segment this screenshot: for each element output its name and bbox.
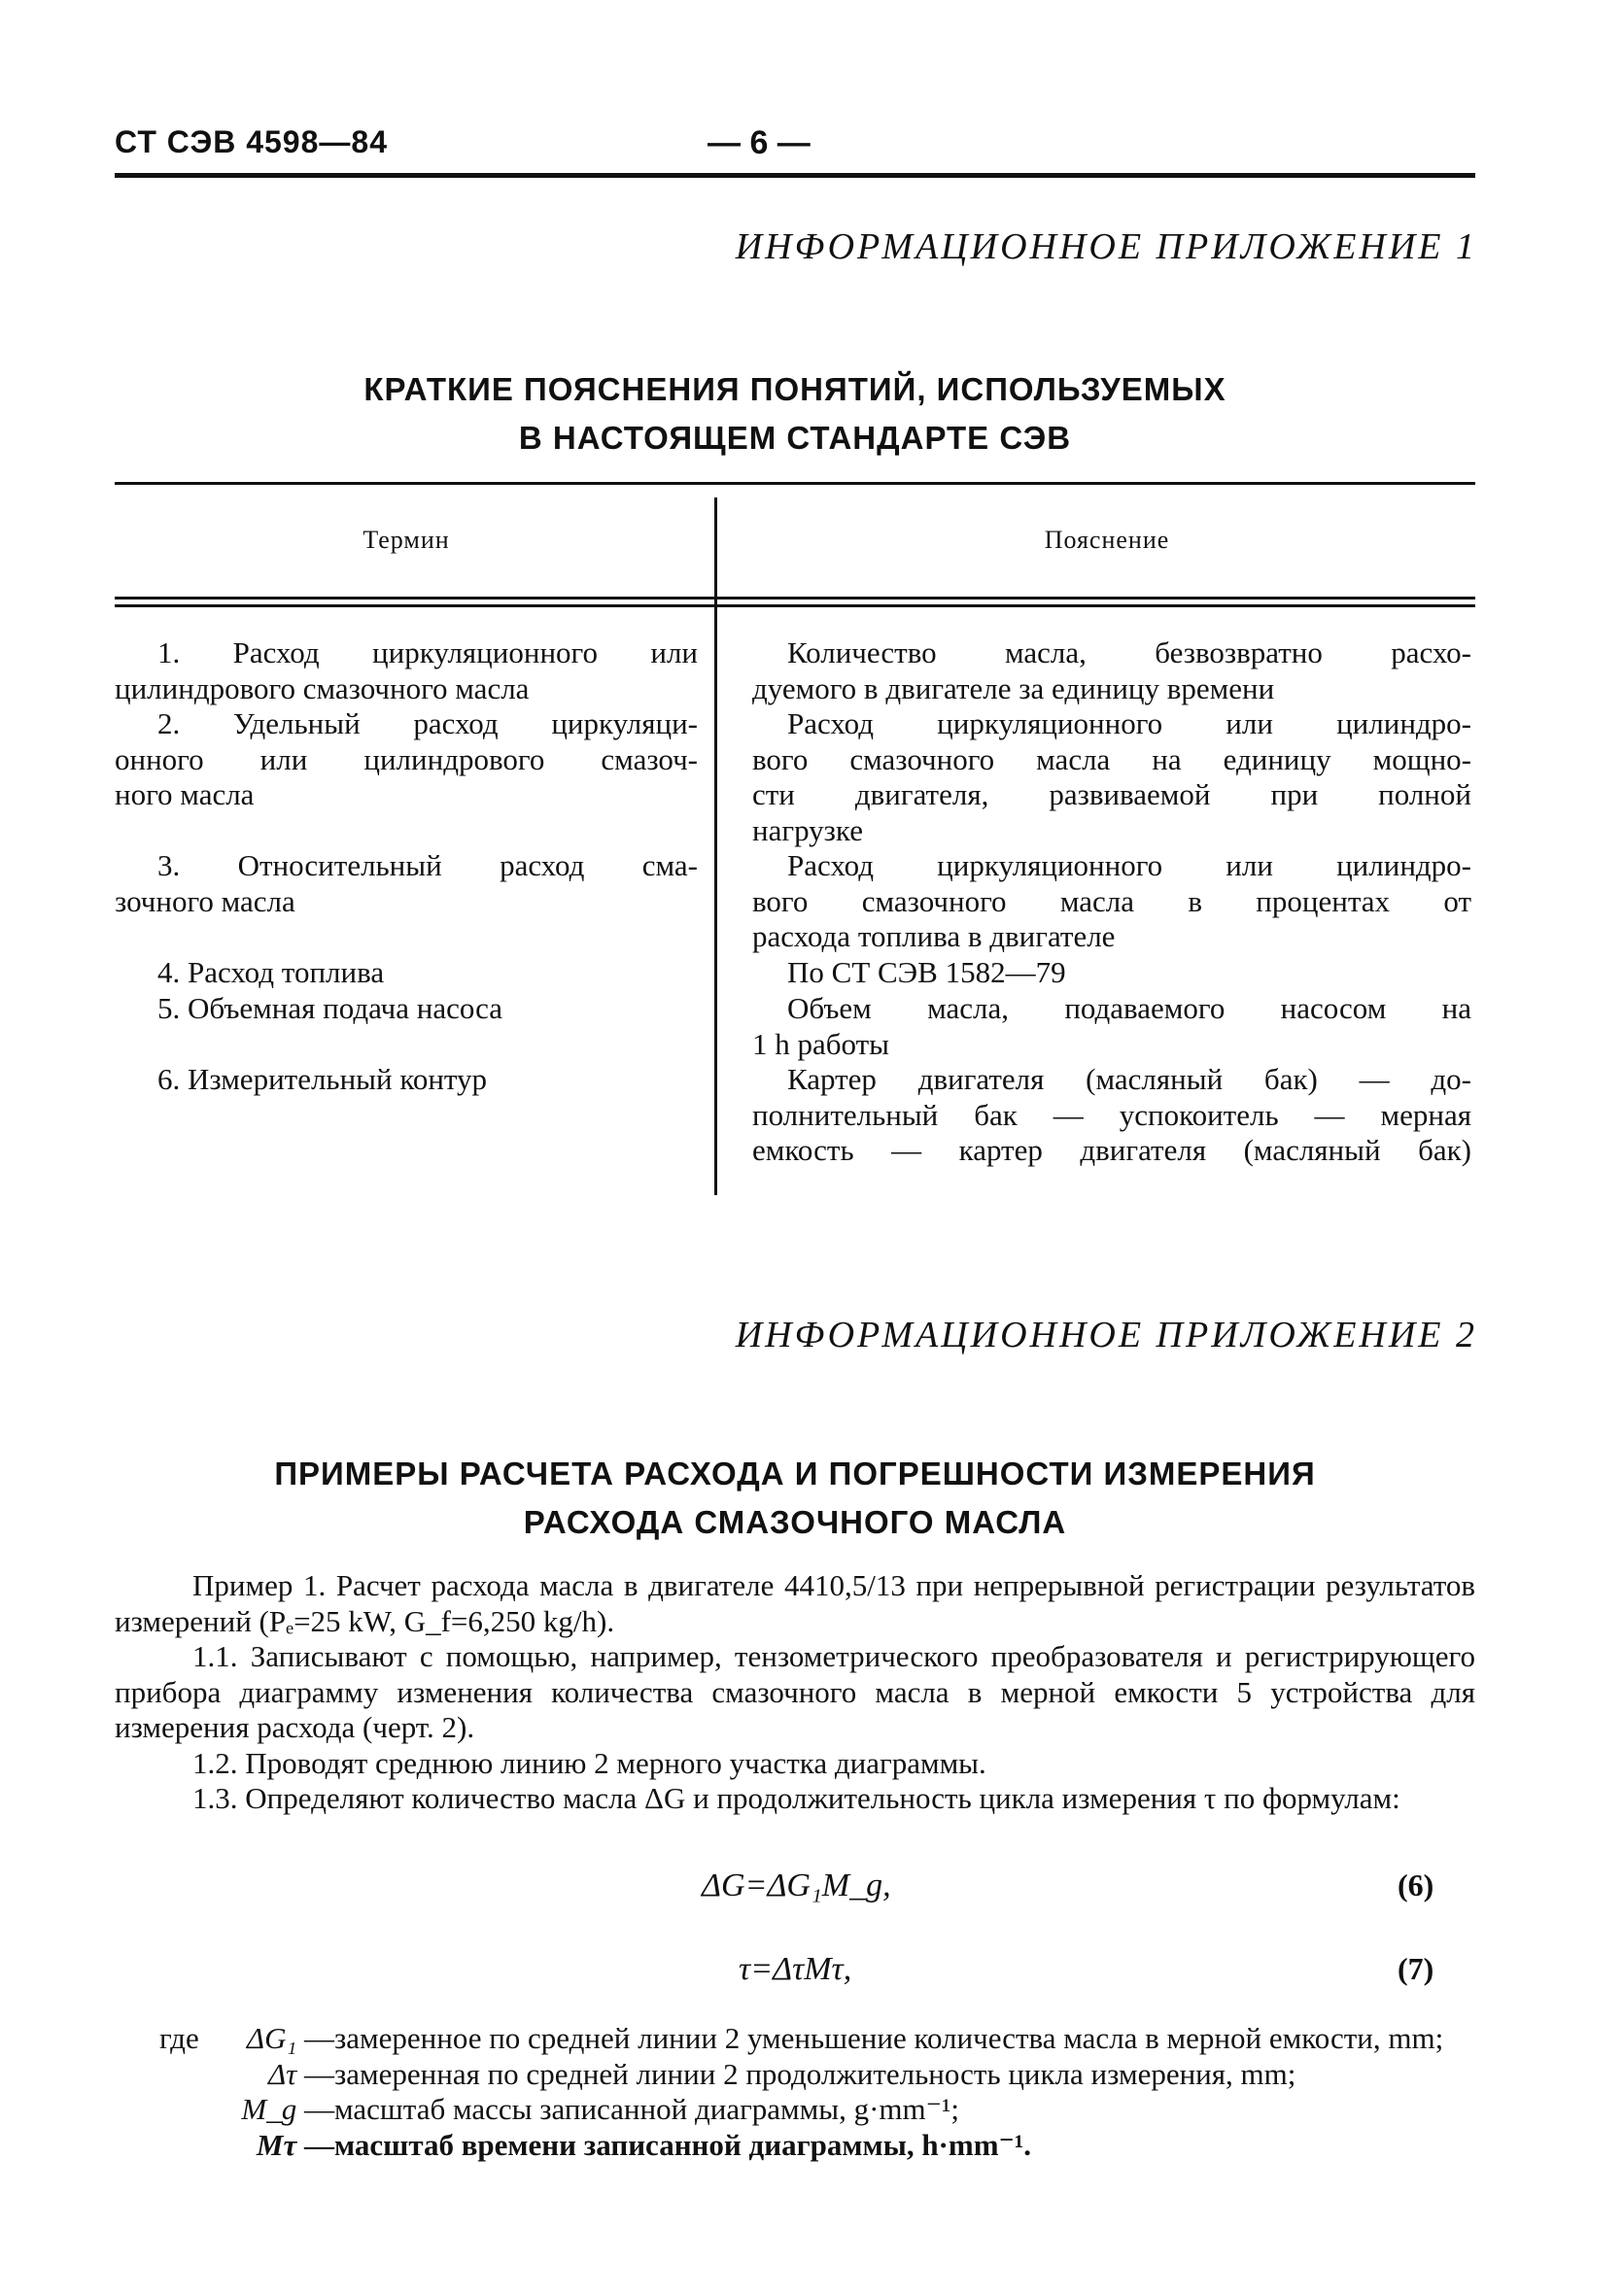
explanation-row: По СТ СЭВ 1582—79 — [787, 955, 1066, 989]
term-row: 5. Объемная подача насоса — [157, 991, 503, 1025]
definition-text: замеренная по средней линии 2 продолжительность цикла измерения, mm; — [334, 2056, 1296, 2091]
where-label: где — [159, 2021, 199, 2055]
definition-symbol: M_g — — [241, 2092, 334, 2126]
standard-number: СТ СЭВ 4598—84 — [115, 124, 388, 159]
table-top-rule — [115, 482, 1475, 485]
definition-symbol: ΔG₁ — — [246, 2021, 334, 2055]
term-row: 2. Удельный расход циркуляци- онного или цилиндрового смазоч- ного масла — [115, 706, 698, 811]
definition-text: масштаб массы записанной диаграммы, g·mm⁻¹; — [334, 2092, 959, 2126]
appendix-1-label: ИНФОРМАЦИОННОЕ ПРИЛОЖЕНИЕ 1 — [735, 226, 1477, 267]
table-column-divider — [714, 497, 717, 1195]
table-header-term: Термин — [363, 526, 450, 554]
term-row: 6. Измерительный контур — [157, 1062, 488, 1096]
explanation-row: Количество масла, безвозвратно расхо- дуемого в двигателе за единицу времени — [752, 635, 1471, 705]
table-header-rule-2 — [115, 604, 1475, 607]
example-body — [115, 1568, 1475, 1817]
definition-symbol: Mτ — — [256, 2127, 334, 2162]
appendix-2-title-line: РАСХОДА СМАЗОЧНОГО МАСЛА — [523, 1504, 1067, 1540]
explanation-row: Объем масла, подаваемого насосом на 1 h работы — [752, 991, 1471, 1061]
explanation-row: Расход циркуляционного или цилиндро- вого смазочного масла на единицу мощно- сти двигателя, развиваемой при полной нагрузке — [752, 706, 1471, 847]
term-row: 4. Расход топлива — [157, 955, 385, 989]
paragraph-1-1: 1.1. Записывают с помощью, например, тензометрического преобразователя и регистрирующего прибора диаграмму изменения количества смазочного масла в мерной емкости 5 устройства для измерения расхода (черт. 2). — [115, 1639, 1475, 1744]
formula-6-number: (6) — [1398, 1868, 1434, 1902]
explanation-column — [752, 635, 1471, 1169]
page-number: — 6 — — [708, 124, 811, 161]
definition-item — [115, 2021, 1475, 2057]
definition-item — [115, 2057, 1475, 2093]
definitions-list — [115, 2021, 1475, 2163]
explanation-row: Расход циркуляционного или цилиндро- вого смазочного масла в процентах от расхода топлива в двигателе — [752, 848, 1471, 953]
definition-symbol: Δτ — — [267, 2056, 334, 2091]
appendix-2-title — [115, 1450, 1475, 1547]
appendix-1-title-line: КРАТКИЕ ПОЯСНЕНИЯ ПОНЯТИЙ, ИСПОЛЬЗУЕМЫХ — [363, 371, 1226, 407]
paragraph-1-2: 1.2. Проводят среднюю линию 2 мерного участка диаграммы. — [192, 1745, 986, 1780]
definition-text: масштаб времени записанной диаграммы, h·mm⁻¹. — [334, 2127, 1031, 2162]
definition-item — [115, 2092, 1475, 2128]
definition-text: замеренное по средней линии 2 уменьшение количества масла в мерной емкости, mm; — [334, 2021, 1444, 2055]
paragraph-1-3: 1.3. Определяют количество масла ΔG и продолжительность цикла измерения τ по формулам: — [192, 1781, 1400, 1815]
table-header-rule-1 — [115, 597, 1475, 600]
appendix-2-title-line: ПРИМЕРЫ РАСЧЕТА РАСХОДА И ПОГРЕШНОСТИ ИЗМЕРЕНИЯ — [274, 1456, 1316, 1491]
formula-7-number: (7) — [1398, 1951, 1434, 1986]
formula-7: τ=ΔτMτ, — [739, 1951, 852, 1987]
formula-6: ΔG=ΔG₁M_g, — [702, 1868, 891, 1903]
appendix-1-title — [115, 365, 1475, 463]
term-row: 3. Относительный расход сма- зочного масла — [115, 848, 698, 918]
appendix-2-label: ИНФОРМАЦИОННОЕ ПРИЛОЖЕНИЕ 2 — [735, 1315, 1477, 1355]
table-header-explanation: Пояснение — [1044, 526, 1170, 554]
definition-item — [115, 2128, 1475, 2164]
explanation-row: Картер двигателя (масляный бак) — до- полнительный бак — успокоитель — мерная емкость — картер двигателя (масляный бак) — [752, 1062, 1471, 1167]
paragraph-example-1: Пример 1. Расчет расхода масла в двигателе 4410,5/13 при непрерывной регистрации результатов измерений (Pₑ=25 kW, G_f=6,250 kg/h). — [115, 1568, 1475, 1638]
term-row: 1. Расход циркуляционного или цилиндрового смазочного масла — [115, 635, 698, 705]
header-rule — [115, 173, 1475, 178]
term-column — [115, 635, 698, 1169]
appendix-1-title-line: В НАСТОЯЩЕМ СТАНДАРТЕ СЭВ — [518, 420, 1072, 456]
